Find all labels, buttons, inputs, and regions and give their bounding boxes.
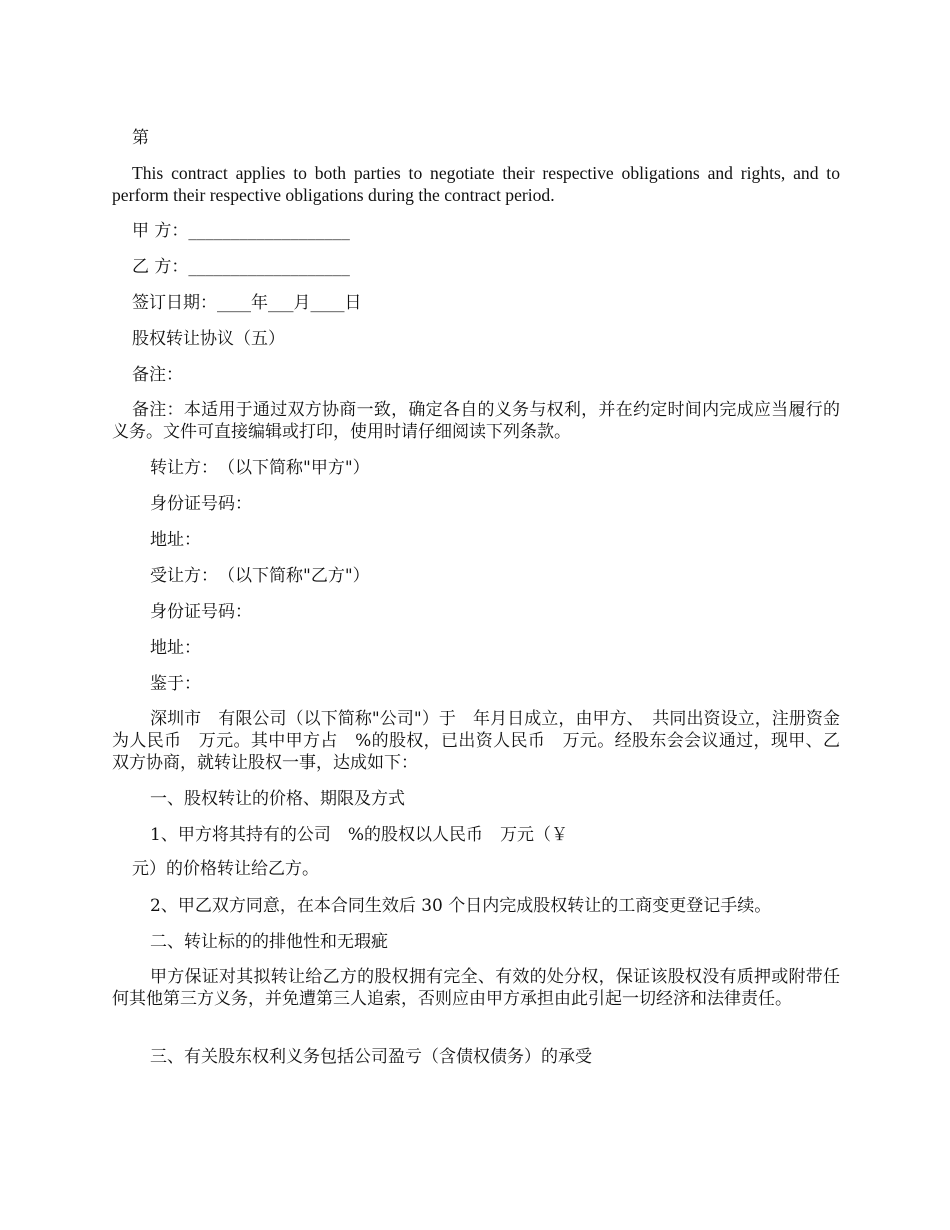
transferee-line: 受让方： （以下简称"乙方"） [150,566,370,586]
item-1-line: 1、甲方将其持有的公司 %的股权以人民币 万元（￥ [150,825,568,845]
section-2-heading: 二、转让标的的排他性和无瑕疵 [150,932,388,952]
party-a-line: 甲 方：___________________ [132,221,350,241]
transferee-id: 身份证号码： [150,602,252,622]
note-paragraph: 备注：本适用于通过双方协商一致，确定各自的义务与权利，并在约定时间内完成应当履行的义务。文件可直接编辑或打印，使用时请仔细阅读下列条款。 [112,400,840,442]
sign-date-line: 签订日期：____年___月____日 [132,293,362,313]
header-char: 第 [132,128,149,148]
section-1-heading: 一、股权转让的价格、期限及方式 [150,789,405,809]
item-1-continuation: 元）的价格转让给乙方。 [132,859,319,879]
transferor-line: 转让方： （以下简称"甲方"） [150,458,370,478]
note-label: 备注： [132,365,183,385]
whereas-label: 鉴于： [150,674,201,694]
transferor-address: 地址： [150,530,201,550]
transferor-id: 身份证号码： [150,494,252,514]
section-3-heading: 三、有关股东权利义务包括公司盈亏（含债权债务）的承受 [150,1047,592,1067]
transferee-address: 地址： [150,638,201,658]
party-b-line: 乙 方：___________________ [132,257,350,277]
section-2-paragraph: 甲方保证对其拟转让给乙方的股权拥有完全、有效的处分权，保证该股权没有质押或附带任何其他第三方义务，并免遭第三人追索，否则应由甲方承担由此引起一切经济和法律责任。 [112,967,840,1009]
whereas-paragraph: 深圳市 有限公司（以下简称"公司"）于 年月日成立，由甲方、 共同出资设立，注册资金为人民币 万元。其中甲方占 %的股权，已出资人民币 万元。经股东会会议通过，现甲、乙双方协商，就转让股权一事，达成如下： [112,709,840,773]
document-title: 股权转让协议（五） [132,329,285,349]
item-2-line: 2、甲乙双方同意，在本合同生效后 30 个日内完成股权转让的工商变更登记手续。 [150,896,772,916]
intro-english: This contract applies to both parties to negotiate their respective obligations and rights, and to perform their respective obligations during the contract period. [112,163,840,205]
